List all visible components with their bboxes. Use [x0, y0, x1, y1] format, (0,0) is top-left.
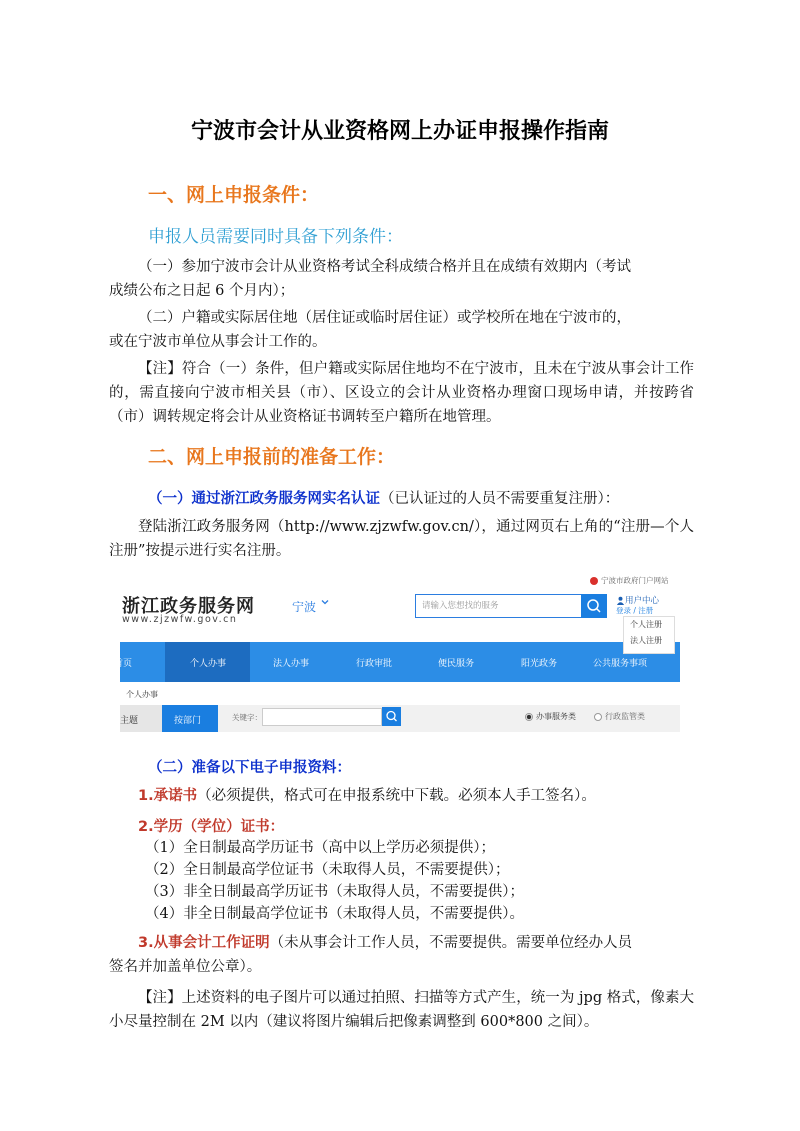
site-search-input[interactable]	[415, 594, 583, 618]
dropdown-personal-register[interactable]: 个人注册	[630, 620, 662, 629]
tab-by-department[interactable]: 按部门	[162, 705, 218, 732]
item2-sub3: （3）非全日制最高学历证书（未取得人员，不需要提供）；	[145, 884, 524, 900]
nav-public-services[interactable]: 公共服务事项	[593, 659, 648, 669]
chevron-down-icon	[320, 597, 330, 610]
item2-title: 2.学历（学位）证书：	[138, 819, 285, 835]
item3-title: 3.从事会计工作证明	[138, 935, 270, 951]
nav-transparency[interactable]: 阳光政务	[521, 659, 558, 669]
login-register-link[interactable]: 登录 / 注册	[616, 606, 654, 615]
radio-selected-icon	[525, 713, 533, 721]
search-placeholder: 请输入您想找的服务	[422, 601, 499, 611]
radio-unselected-icon	[594, 713, 602, 721]
radio-service-category[interactable]: 办事服务类	[525, 711, 576, 722]
keyword-label: 关键字：	[232, 713, 262, 722]
keyword-search-button[interactable]	[382, 707, 401, 726]
gov-portal-link[interactable]: 宁波市政府门户网站	[590, 575, 669, 586]
item2-sub1: （1）全日制最高学历证书（高中以上学历必须提供）；	[145, 840, 495, 856]
item2-sub2: （2）全日制最高学位证书（未取得人员，不需要提供）；	[145, 862, 510, 878]
tab-theme[interactable]: 主题	[120, 705, 162, 732]
search-icon	[581, 594, 607, 618]
emblem-icon	[590, 577, 598, 585]
section2-note: 【注】上述资料的电子图片可以通过拍照、扫描等方式产生，统一为 jpg 格式，像素大小尽量控制在 2M 以内（建议将图片编辑后把像素调整到 600*800 之间）。	[109, 990, 694, 1030]
nav-corporate[interactable]: 法人办事	[273, 659, 310, 669]
section1-subheading: 申报人员需要同时具备下列条件：	[148, 227, 403, 247]
step1-title-note: （已认证过的人员不需要重复注册）：	[380, 491, 620, 507]
city-selector[interactable]: 宁波	[292, 600, 317, 614]
item3-desc: （未从事会计工作人员，不需要提供。需要单位经办人员	[269, 935, 633, 951]
item1	[138, 784, 596, 808]
website-screenshot	[114, 572, 680, 732]
condition2-line2: 或在宁波市单位从事会计工作的。	[109, 334, 327, 350]
page-title: 宁波市会计从业资格网上办证申报操作指南	[190, 119, 609, 144]
search-icon	[382, 707, 401, 726]
main-nav	[114, 642, 680, 682]
site-logo: 浙江政务服务网	[122, 596, 255, 617]
step2-title: （二）准备以下电子申报资料：	[148, 760, 351, 776]
item3-line1	[138, 931, 632, 955]
condition2-line1: （二）户籍或实际居住地（居住证或临时居住证）或学校所在地在宁波市的，	[138, 310, 631, 326]
site-url: www.zjzwfw.gov.cn	[122, 614, 238, 625]
nav-home[interactable]: 首页	[114, 659, 133, 669]
section1-heading: 一、网上申报条件：	[148, 184, 320, 206]
condition1-line1: （一）参加宁波市会计从业资格考试全科成绩合格并且在成绩有效期内（考试	[138, 259, 631, 275]
breadcrumb: 个人办事	[126, 690, 158, 699]
item2-sub4: （4）非全日制最高学位证书（未取得人员，不需要提供）。	[145, 906, 524, 922]
step1-title-bold: （一）通过浙江政务服务网实名认证	[148, 491, 380, 507]
section1-note: 【注】符合（一）条件，但户籍或实际居住地均不在宁波市，且未在宁波从事会计工作的，需直接向宁波市相关县（市）、区设立的会计从业资格办理窗口现场申请，并按跨省（市）调转规定将会计从业资格证书调转至户籍所在地管理。	[109, 361, 694, 425]
item1-desc: （必须提供，格式可在申报系统中下载。必须本人手工签名）。	[197, 788, 596, 804]
keyword-input[interactable]	[262, 708, 382, 726]
condition1-line2: 成绩公布之日起 6 个月内）；	[109, 283, 295, 299]
search-button[interactable]	[581, 594, 607, 618]
register-dropdown	[623, 616, 675, 654]
section2-heading: 二、网上申报前的准备工作：	[148, 446, 396, 468]
nav-convenience[interactable]: 便民服务	[438, 659, 475, 669]
user-icon	[616, 596, 625, 605]
step1-title	[148, 487, 619, 508]
item3-line2: 签名并加盖单位公章）。	[109, 959, 262, 975]
nav-personal[interactable]: 个人办事	[190, 659, 227, 669]
dropdown-corporate-register[interactable]: 法人注册	[630, 636, 662, 645]
user-center[interactable]: 用户中心	[616, 594, 659, 606]
radio-admin-category[interactable]: 行政监管类	[594, 711, 645, 722]
step1-description: 登陆浙江政务服务网（http://www.zjzwfw.gov.cn/），通过网页右上角的“注册—个人注册”按提示进行实名注册。	[109, 519, 694, 559]
item1-title: 1.承诺书	[138, 788, 198, 804]
nav-approval[interactable]: 行政审批	[356, 659, 393, 669]
